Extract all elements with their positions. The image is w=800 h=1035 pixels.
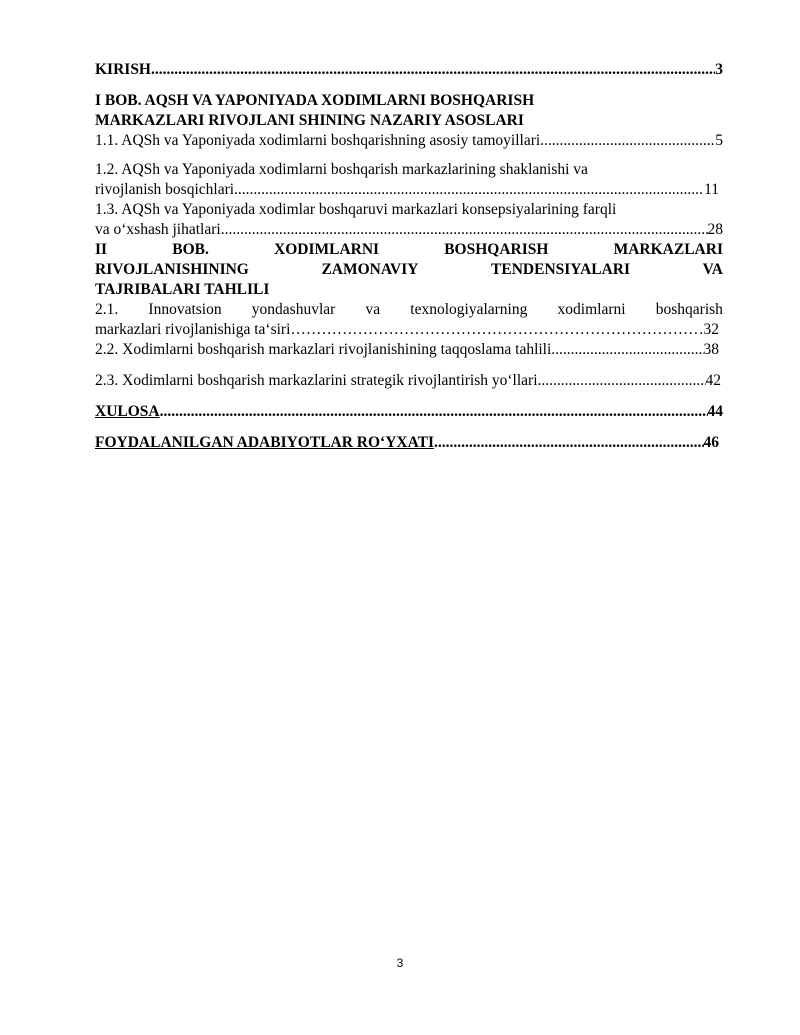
- chapter-title-line: MARKAZLARI RIVOJLANI SHINING NAZARIY ASOSLARI: [95, 112, 524, 129]
- entry-word: Innovatsion: [148, 301, 222, 318]
- toc-entry-label: KIRISH: [95, 61, 151, 78]
- toc-page-number: 3: [715, 61, 723, 78]
- toc-page-number: 28: [707, 221, 723, 238]
- title-word: II: [95, 241, 108, 258]
- dot-leader: [538, 371, 706, 391]
- entry-word: boshqarish: [655, 301, 723, 318]
- dot-leader: [221, 220, 708, 240]
- table-of-contents: [95, 60, 723, 453]
- title-word: RIVOJLANISHINING: [95, 261, 249, 278]
- chapter-title-line: [95, 260, 723, 280]
- entry-word: yondashuvlar: [251, 301, 336, 318]
- toc-page-number: 11: [704, 181, 719, 198]
- title-word: BOB.: [172, 241, 209, 258]
- title-word: BOSHQARISH: [444, 241, 549, 258]
- toc-entry-text: [95, 300, 723, 320]
- toc-page-number: 38: [703, 341, 719, 358]
- chapter-1-title: [95, 91, 723, 131]
- chapter-2-title: [95, 240, 723, 300]
- toc-entry-text: 2.2. Xodimlarni boshqarish markazlari rivojlanishining taqqoslama tahlili: [95, 341, 552, 358]
- chapter-title-line: [95, 240, 723, 260]
- toc-entry-references: [95, 433, 723, 453]
- toc-entry-2-1: [95, 300, 723, 340]
- entry-word: xodimlarni: [557, 301, 626, 318]
- toc-entry-text: 1.1. AQSh va Yaponiyada xodimlarni boshqarishning asosiy tamoyillari: [95, 132, 541, 149]
- toc-entry-text: va o‘xshash jihatlari: [95, 221, 221, 238]
- toc-page-number: 32: [703, 321, 719, 338]
- toc-entry-conclusion: [95, 402, 723, 422]
- dot-leader: [151, 60, 715, 80]
- toc-entry-intro: [95, 60, 723, 80]
- entry-word: texnologiyalarning: [410, 301, 528, 318]
- dot-leader: [434, 433, 703, 453]
- toc-page-number: 46: [703, 434, 719, 451]
- chapter-title-line: I BOB. AQSH VA YAPONIYADA XODIMLARNI BOSHQARISH: [95, 92, 535, 109]
- dot-leader: [540, 131, 715, 151]
- title-word: VA: [702, 261, 723, 278]
- toc-entry-text: markazlari rivojlanishiga ta‘siri: [95, 321, 291, 338]
- dot-leader: [234, 180, 704, 200]
- toc-entry-2-2: [95, 340, 723, 360]
- title-word: MARKAZLARI: [613, 241, 723, 258]
- title-word: ZAMONAVIY: [321, 261, 419, 278]
- toc-page-number: 44: [707, 403, 723, 420]
- toc-page-number: 5: [715, 132, 723, 149]
- toc-entry-1-1: [95, 131, 723, 151]
- dot-leader: [290, 320, 703, 340]
- entry-word: 2.1.: [95, 301, 119, 318]
- dot-leader: [160, 402, 708, 422]
- toc-entry-1-2: [95, 160, 723, 200]
- page-number: 3: [396, 956, 404, 970]
- chapter-title-line: TAJRIBALARI TAHLILI: [95, 281, 270, 298]
- toc-entry-label: FOYDALANILGAN ADABIYOTLAR RO‘YXATI: [95, 434, 435, 451]
- toc-entry-text: 1.3. AQSh va Yaponiyada xodimlar boshqaruvi markazlari konsepsiyalarining farqli: [95, 201, 617, 218]
- toc-entry-text: 1.2. AQSh va Yaponiyada xodimlarni boshqarish markazlarining shaklanishi va: [95, 161, 588, 178]
- title-word: TENDENSIYALARI: [491, 261, 631, 278]
- toc-page-number: 42: [705, 372, 721, 389]
- entry-word: va: [365, 301, 381, 318]
- toc-entry-text: 2.3. Xodimlarni boshqarish markazlarini strategik rivojlantirish yo‘llari: [95, 372, 538, 389]
- title-word: XODIMLARNI: [274, 241, 380, 258]
- toc-entry-text: rivojlanish bosqichlari: [95, 181, 235, 198]
- toc-entry-1-3: [95, 200, 723, 240]
- dot-leader: [551, 340, 703, 360]
- toc-entry-label: XULOSA: [95, 403, 160, 420]
- toc-entry-2-3: [95, 371, 723, 391]
